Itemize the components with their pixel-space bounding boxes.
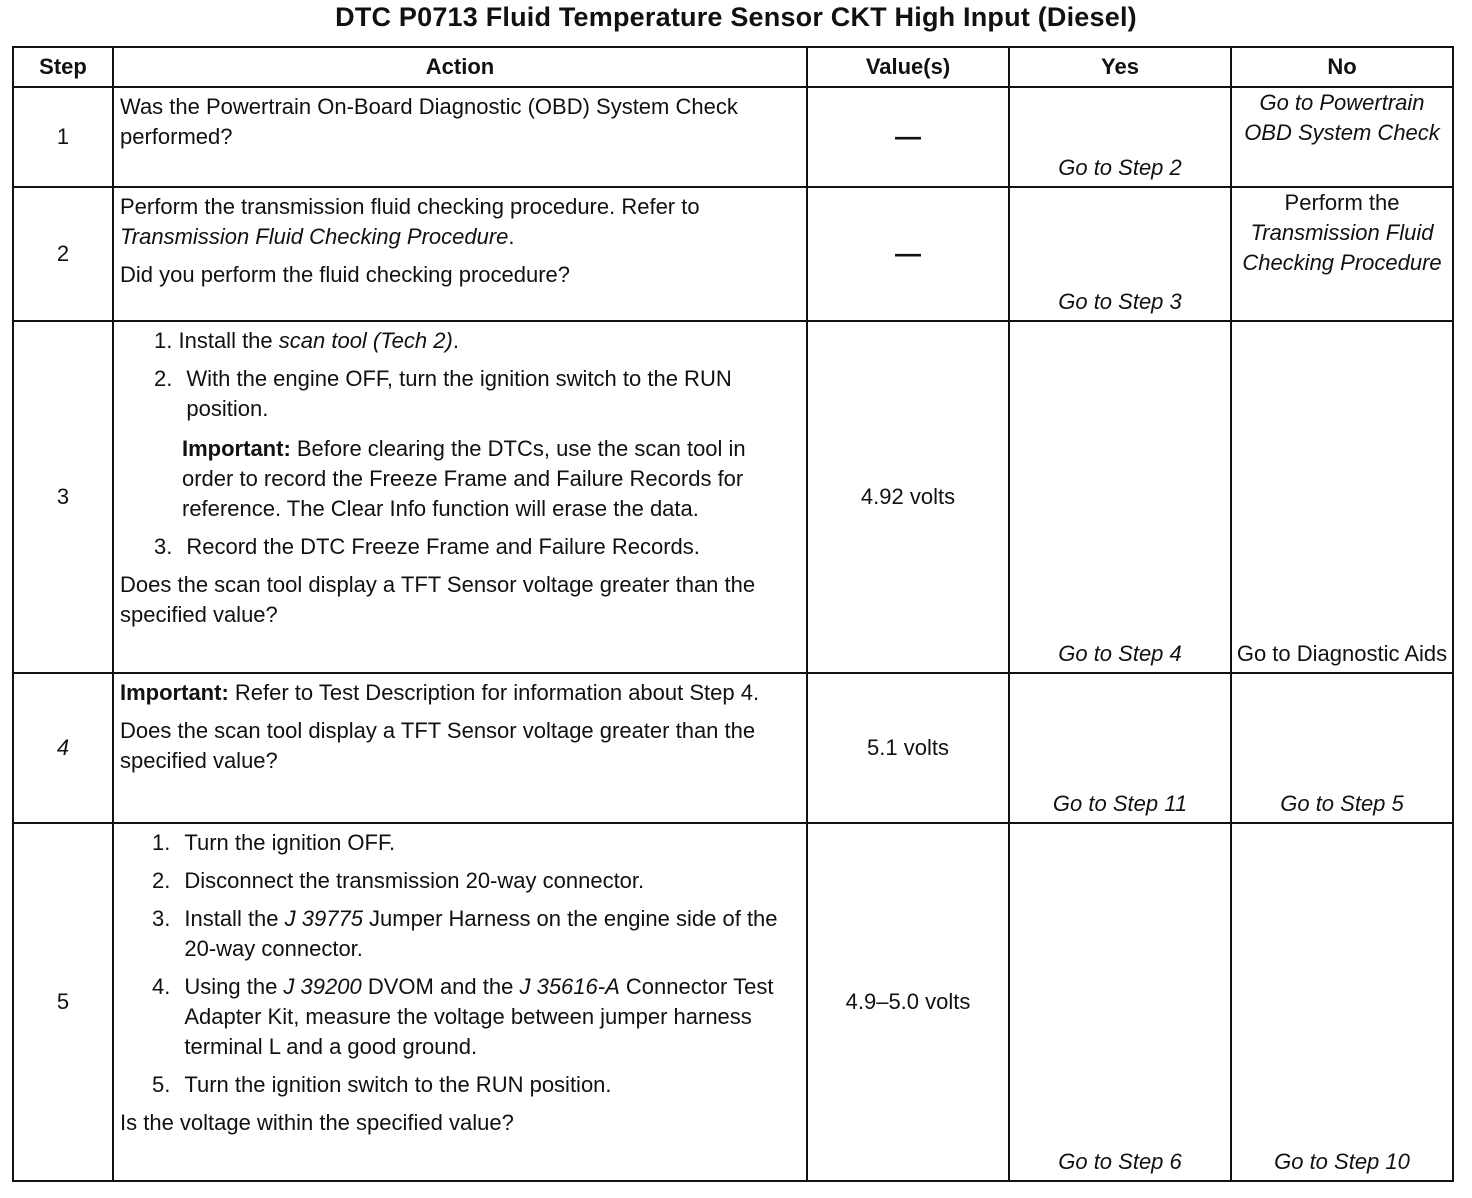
- value-cell: [807, 321, 1009, 673]
- step-number: 5: [13, 823, 113, 1181]
- yes-cell: [1009, 673, 1231, 823]
- list-text: With the engine OFF, turn the ignition switch to the RUN position.: [186, 366, 732, 421]
- no-cell: [1231, 187, 1453, 321]
- value-cell: [807, 187, 1009, 321]
- step-number: 1: [13, 87, 113, 187]
- action-list: [120, 828, 796, 1100]
- list-text: Record the DTC Freeze Frame and Failure Records.: [186, 534, 700, 559]
- list-item: [148, 326, 796, 356]
- list-text: Install the: [178, 328, 279, 353]
- list-number: 4.: [152, 974, 171, 999]
- no-cell: [1231, 321, 1453, 673]
- yes-cell: [1009, 823, 1231, 1181]
- action-cell: [113, 87, 807, 187]
- step-number: 2: [13, 187, 113, 321]
- action-text: Perform the transmission fluid checking procedure. Refer to: [120, 194, 700, 219]
- important-text: Before clearing the DTCs, use the scan tool in order to record the Freeze Frame and Failure Records for reference. The Clear Info function will erase the data.: [182, 436, 746, 521]
- action-text: .: [508, 224, 515, 249]
- list-item: [148, 532, 796, 562]
- list-text-part: DVOM and the: [361, 974, 520, 999]
- action-cell: [113, 823, 807, 1181]
- no-text: Go to Step 10: [1274, 1149, 1410, 1174]
- no-cell: [1231, 87, 1453, 187]
- list-text-part: Connector Test Adapter Kit, measure the voltage between jumper harness terminal L and a good ground.: [184, 974, 774, 1059]
- no-cell: [1231, 673, 1453, 823]
- action-reference: Transmission Fluid Checking Procedure: [120, 224, 509, 249]
- value-text: 4.9–5.0 volts: [845, 989, 971, 1014]
- header-step: Step: [13, 47, 113, 87]
- table-row-step-1: [13, 87, 1453, 187]
- list-text: [184, 904, 796, 964]
- table-row-step-2: [13, 187, 1453, 321]
- tool-reference: J 39200: [283, 974, 362, 999]
- list-item: [146, 828, 796, 858]
- action-question: Does the scan tool display a TFT Sensor voltage greater than the specified value?: [120, 718, 756, 773]
- list-number: 5.: [152, 1072, 171, 1097]
- table-row-step-4: [13, 673, 1453, 823]
- list-text: [184, 972, 796, 1062]
- list-item: [146, 866, 796, 896]
- important-label: Important:: [182, 436, 291, 461]
- value-cell: [807, 823, 1009, 1181]
- header-action: Action: [113, 47, 807, 87]
- action-cell: [113, 673, 807, 823]
- yes-cell: [1009, 321, 1231, 673]
- list-number: 3.: [154, 534, 173, 559]
- list-item: [146, 904, 796, 964]
- value-cell: [807, 87, 1009, 187]
- yes-text: Go to Step 4: [1058, 641, 1182, 666]
- tool-reference: J 39775: [284, 906, 363, 931]
- list-text: Turn the ignition OFF.: [184, 830, 396, 855]
- list-text: Turn the ignition switch to the RUN position.: [184, 1072, 612, 1097]
- table-row-step-5: [13, 823, 1453, 1181]
- header-values: Value(s): [807, 47, 1009, 87]
- list-number: 2.: [154, 366, 173, 391]
- list-item: [146, 972, 796, 1062]
- value-text: —: [895, 121, 921, 151]
- yes-cell: [1009, 187, 1231, 321]
- list-text: Disconnect the transmission 20-way connector.: [184, 868, 645, 893]
- action-cell: [113, 187, 807, 321]
- yes-text: Go to Step 6: [1058, 1149, 1182, 1174]
- list-number: 1.: [152, 830, 171, 855]
- value-text: 4.92 volts: [860, 484, 956, 509]
- value-cell: [807, 673, 1009, 823]
- header-row: [13, 47, 1453, 87]
- page-title: DTC P0713 Fluid Temperature Sensor CKT High Input (Diesel): [335, 2, 1137, 32]
- list-text-part: Install the: [184, 906, 285, 931]
- no-text: Perform the: [1284, 190, 1400, 215]
- value-text: —: [895, 238, 921, 268]
- list-text: .: [452, 328, 459, 353]
- no-cell: [1231, 823, 1453, 1181]
- important-label: Important:: [120, 680, 229, 705]
- action-question: Does the scan tool display a TFT Sensor voltage greater than the specified value?: [120, 572, 756, 627]
- yes-text: Go to Step 3: [1058, 289, 1182, 314]
- list-item: [146, 1070, 796, 1100]
- table-row-step-3: [13, 321, 1453, 673]
- list-item: [148, 364, 796, 424]
- list-number: 1.: [154, 328, 173, 353]
- tool-reference: J 35616-A: [519, 974, 620, 999]
- important-note: [120, 678, 796, 708]
- list-number: 2.: [152, 868, 171, 893]
- value-text: 5.1 volts: [867, 735, 949, 760]
- header-yes: Yes: [1009, 47, 1231, 87]
- important-note: [148, 434, 796, 524]
- step-number: 4: [13, 673, 113, 823]
- action-question: Did you perform the fluid checking procedure?: [120, 262, 571, 287]
- action-paragraph: [120, 192, 796, 252]
- action-question: Is the voltage within the specified value?: [120, 1110, 514, 1135]
- action-cell: [113, 321, 807, 673]
- action-list: [120, 326, 796, 562]
- no-reference: Transmission Fluid Checking Procedure: [1242, 220, 1442, 275]
- header-no: No: [1231, 47, 1453, 87]
- list-text-part: Using the: [184, 974, 284, 999]
- no-text: Go to Step 5: [1280, 791, 1404, 816]
- list-text-part: Jumper Harness on the engine side of the 20-way connector.: [184, 906, 778, 961]
- action-text: Was the Powertrain On-Board Diagnostic (OBD) System Check performed?: [120, 94, 738, 149]
- step-number: 3: [13, 321, 113, 673]
- yes-text: Go to Step 11: [1052, 791, 1188, 816]
- list-reference: scan tool (Tech 2): [278, 328, 453, 353]
- list-number: 3.: [152, 906, 171, 931]
- yes-text: Go to Step 2: [1058, 155, 1182, 180]
- no-text: Go to Powertrain OBD System Check: [1244, 90, 1440, 145]
- important-text: Refer to Test Description for information about Step 4.: [228, 680, 760, 705]
- no-text: Go to Diagnostic Aids: [1236, 641, 1448, 666]
- yes-cell: [1009, 87, 1231, 187]
- diagnostic-table: [12, 46, 1454, 1182]
